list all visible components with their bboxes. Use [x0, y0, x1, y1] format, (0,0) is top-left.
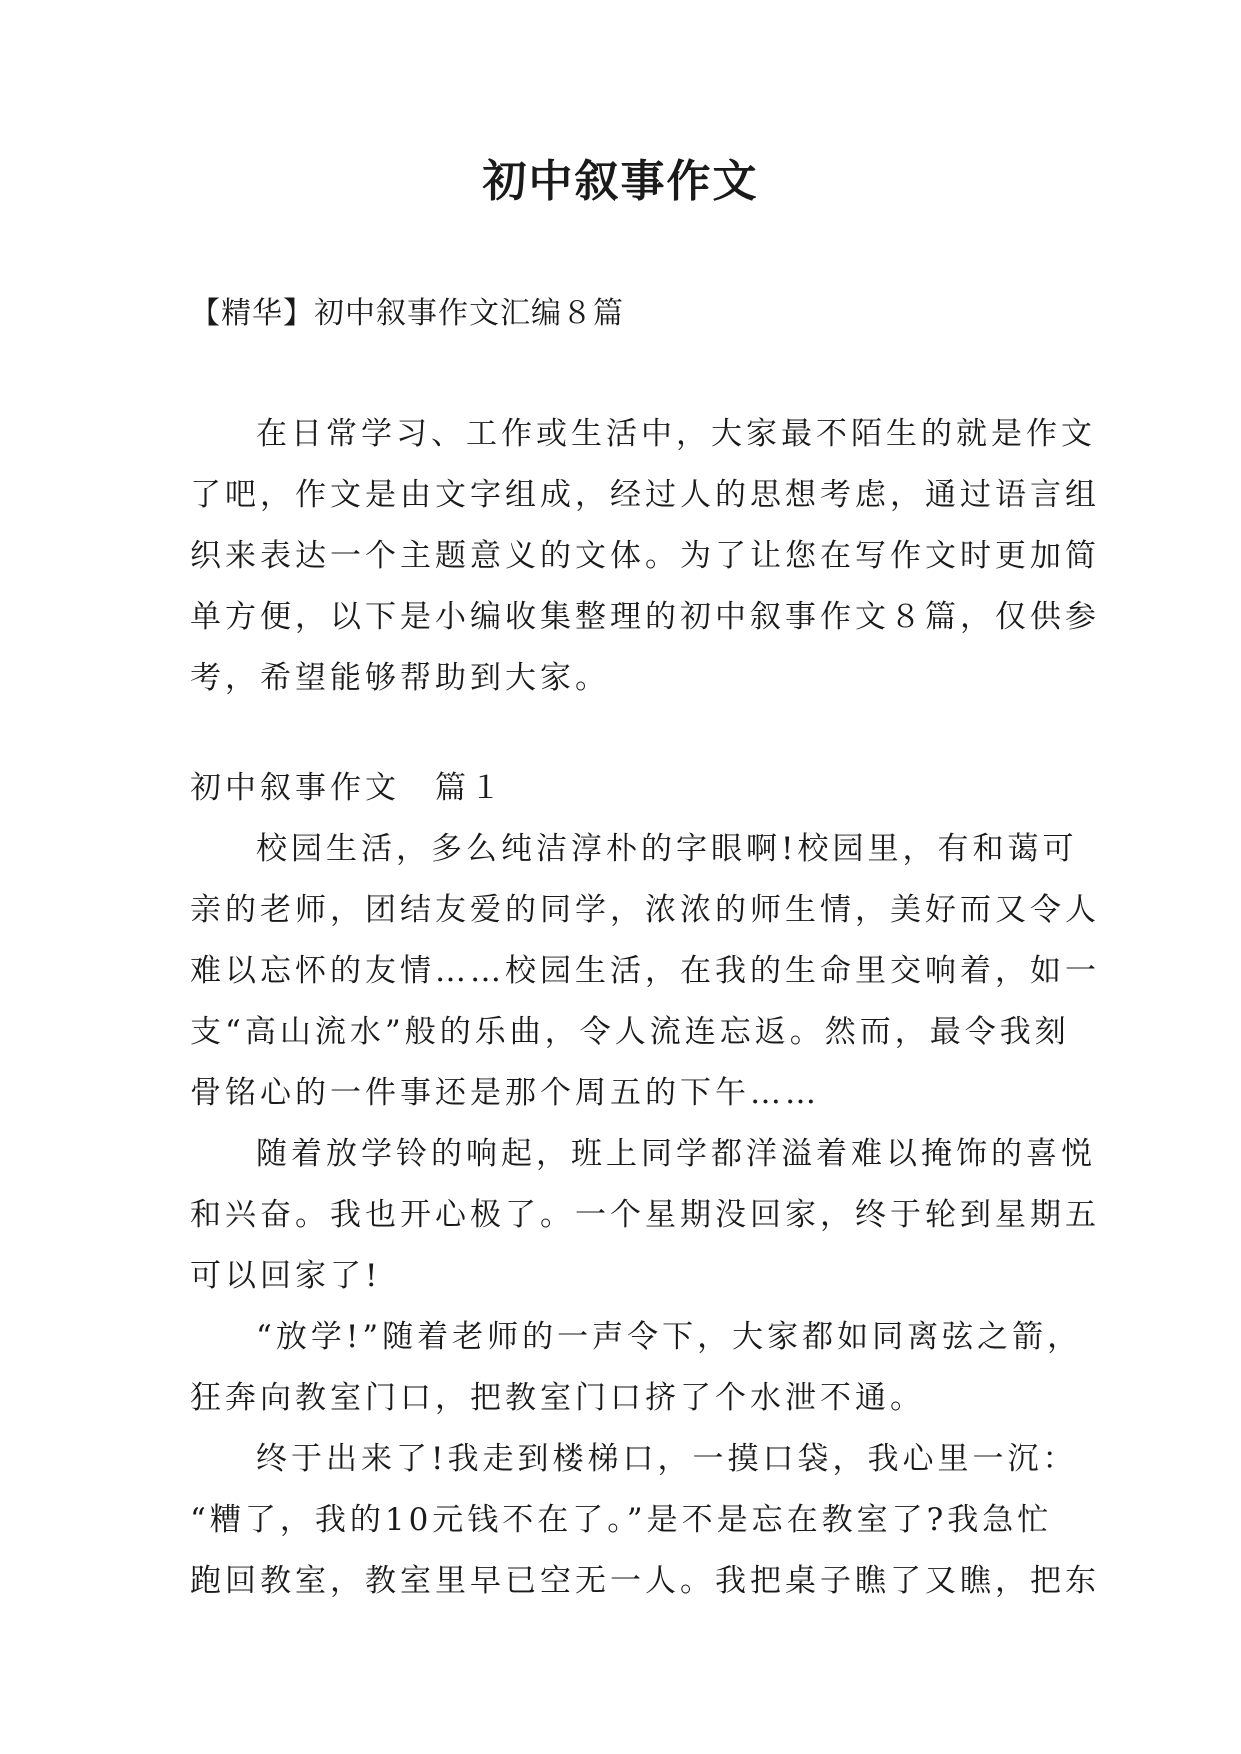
section-line: 校园生活，多么纯洁淳朴的字眼啊!校园里，有和蔼可	[256, 831, 1078, 867]
section-body	[190, 819, 1100, 1612]
intro-line: 考，希望能够帮助到大家。	[190, 660, 610, 696]
intro-line: 在日常学习、工作或生活中，大家最不陌生的就是作文	[256, 416, 1096, 452]
section-line: 狂奔向教室门口，把教室门口挤了个水泄不通。	[190, 1380, 925, 1416]
document-subtitle: 【精华】初中叙事作文汇编８篇	[190, 296, 624, 331]
section-line: “放学!”随着老师的一声令下，大家都如同离弦之箭，	[256, 1319, 1083, 1355]
intro-paragraph	[190, 404, 1100, 709]
section-line: 支“高山流水”般的乐曲，令人流连忘返。然而，最令我刻	[190, 1014, 1070, 1050]
intro-line: 单方便，以下是小编收集整理的初中叙事作文８篇，仅供参	[190, 599, 1100, 635]
section-line: 可以回家了!	[190, 1258, 382, 1294]
section-heading: 初中叙事作文 篇１	[190, 770, 505, 806]
section-line: 终于出来了!我走到楼梯口，一摸口袋，我心里一沉：	[256, 1441, 1078, 1477]
section-line: 亲的老师，团结友爱的同学，浓浓的师生情，美好而又令人	[190, 892, 1100, 928]
section-line: “糟了，我的10元钱不在了。”是不是忘在教室了?我急忙	[190, 1502, 1053, 1538]
section-line: 随着放学铃的响起，班上同学都洋溢着难以掩饰的喜悦	[256, 1136, 1096, 1172]
intro-line: 织来表达一个主题意义的文体。为了让您在写作文时更加简	[190, 538, 1100, 574]
section-line: 和兴奋。我也开心极了。一个星期没回家，终于轮到星期五	[190, 1197, 1100, 1233]
section-line: 骨铭心的一件事还是那个周五的下午……	[190, 1075, 820, 1111]
essay-section	[190, 758, 1100, 1612]
section-line: 难以忘怀的友情……校园生活，在我的生命里交响着，如一	[190, 953, 1100, 989]
intro-line: 了吧，作文是由文字组成，经过人的思想考虑，通过语言组	[190, 477, 1100, 513]
document-title: 初中叙事作文	[482, 156, 759, 207]
section-line: 跑回教室，教室里早已空无一人。我把桌子瞧了又瞧，把东	[190, 1563, 1100, 1599]
